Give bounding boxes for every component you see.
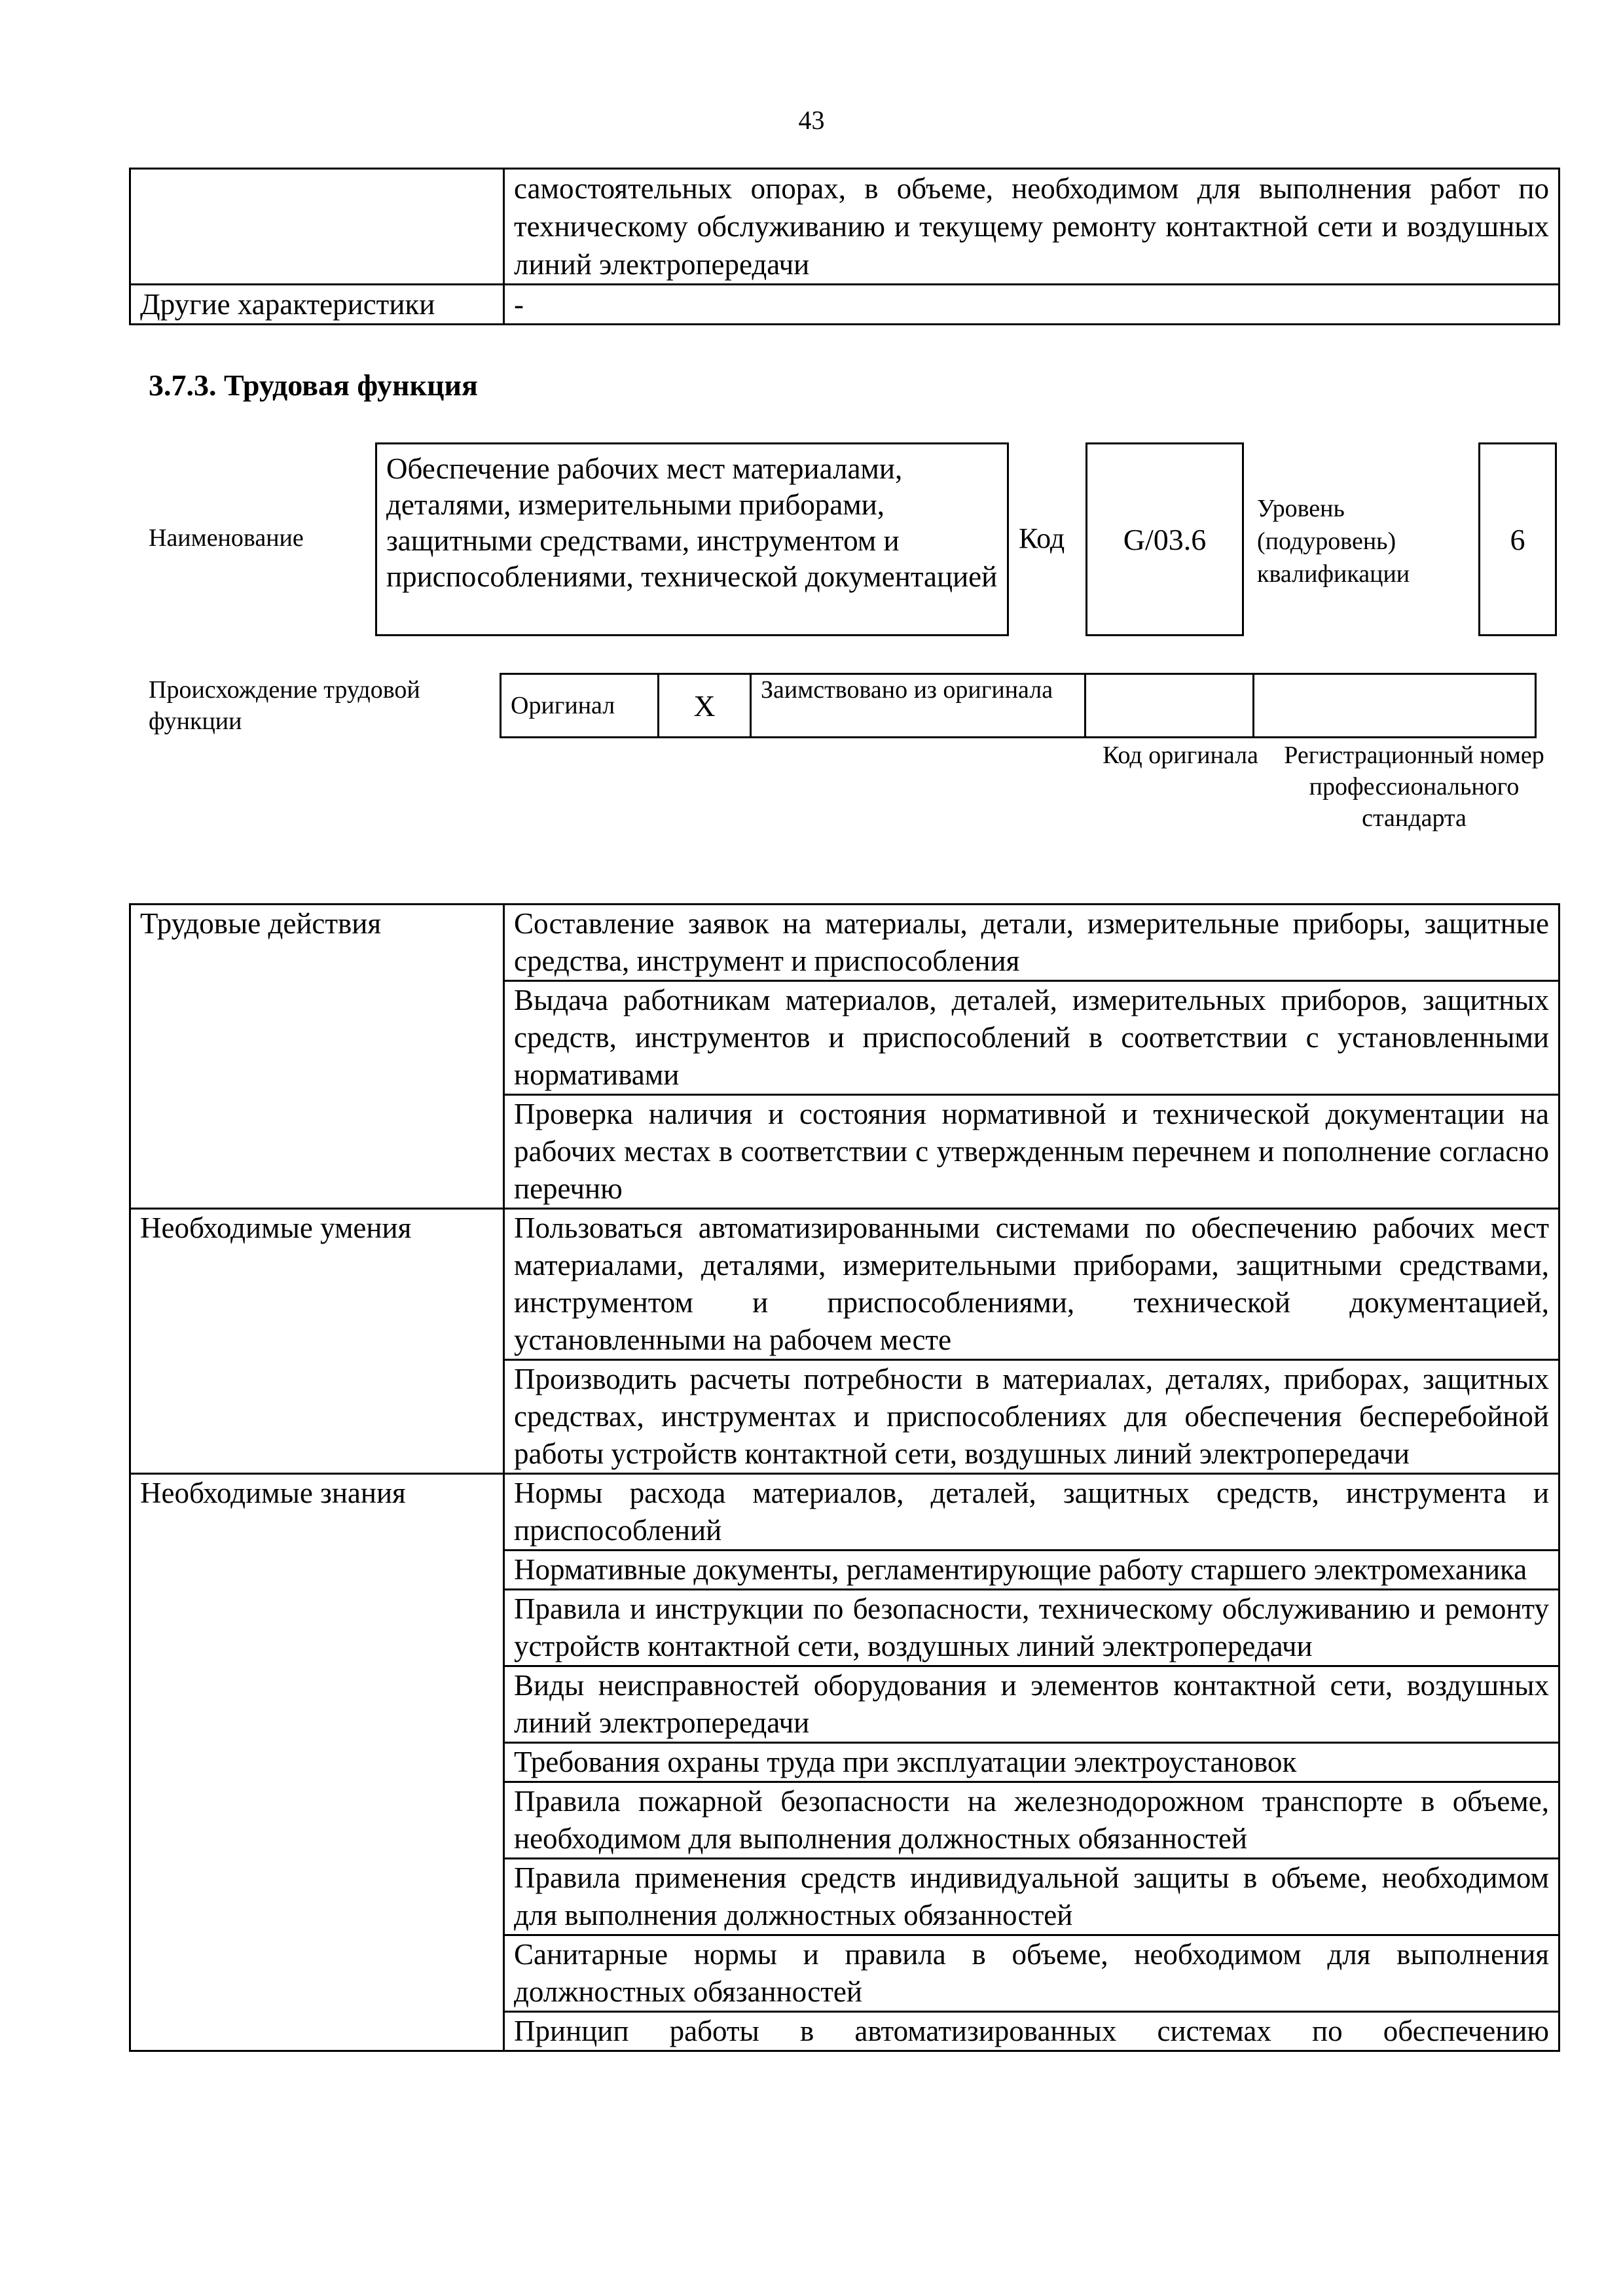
labour-function-table	[129, 903, 1560, 2052]
list-item: Проверка наличия и состояния нормативной и технической документации на рабочих местах в соответствии с утвержденным перечнем и пополнение согласно перечню	[504, 1095, 1559, 1209]
table-row	[130, 1209, 1559, 1360]
origin-table	[500, 673, 1537, 738]
name-label: Наименование	[149, 524, 304, 552]
function-name-box	[375, 442, 1009, 636]
list-item: Производить расчеты потребности в материалах, деталях, приборах, защитных средствах, инструментах и приспособлениях для обеспечения бесперебойной работы устройств контактной сети, воздушных линий электропередачи	[504, 1360, 1559, 1474]
other-characteristics-value: -	[504, 285, 1559, 325]
list-item: Правила пожарной безопасности на железнодорожном транспорте в объеме, необходимом для выполнения должностных обязанностей	[504, 1782, 1559, 1859]
list-item: Выдача работникам материалов, деталей, измерительных приборов, защитных средств, инструментов и приспособлений в соответствии с установленными нормативами	[504, 981, 1559, 1095]
table-row	[130, 285, 1559, 325]
borrowed-label: Заимствовано из оригинала	[751, 674, 1085, 738]
table-row	[130, 1474, 1559, 1551]
original-code-caption: Код оригинала	[1103, 742, 1258, 769]
original-mark: X	[659, 674, 751, 738]
list-item: Составление заявок на материалы, детали, измерительные приборы, защитные средства, инструмент и приспособления	[504, 905, 1559, 981]
list-item: Пользоваться автоматизированными системами по обеспечению рабочих мест материалами, деталями, измерительными приборами, защитными средствами, инструментом и приспособлениями, технической документацией, установленными на рабочем месте	[504, 1209, 1559, 1360]
table-row	[130, 905, 1559, 981]
table-row	[501, 674, 1536, 738]
qualification-level-label: Уровень (подуровень) квалификации	[1257, 495, 1410, 588]
list-item: Нормы расхода материалов, деталей, защитных средств, инструмента и приспособлений	[504, 1474, 1559, 1551]
list-item: Санитарные нормы и правила в объеме, необходимом для выполнения должностных обязанностей	[504, 1935, 1559, 2012]
page-number: 43	[798, 105, 825, 135]
section-label-skills: Необходимые умения	[130, 1209, 504, 1474]
list-item: Принцип работы в автоматизированных системах по обеспечению	[504, 2012, 1559, 2051]
function-name-value: Обеспечение рабочих мест материалами, деталями, измерительными приборами, защитными средствами, инструментом и приспособлениями, технической документацией	[386, 452, 998, 593]
section-heading: 3.7.3. Трудовая функция	[149, 368, 478, 402]
table-row	[130, 169, 1559, 285]
empty-label-cell	[130, 169, 504, 285]
continuation-text: самостоятельных опорах, в объеме, необходимом для выполнения работ по техническому обслуживанию и текущему ремонту контактной сети и воздушных линий электропередачи	[504, 169, 1559, 285]
qualification-level-box	[1478, 442, 1557, 636]
original-label: Оригинал	[501, 674, 659, 738]
function-code-value: G/03.6	[1123, 522, 1207, 556]
origin-label: Происхождение трудовой функции	[149, 676, 420, 735]
section-label-knowledge: Необходимые знания	[130, 1474, 504, 2051]
section-label-actions: Трудовые действия	[130, 905, 504, 1209]
registration-number-cell	[1254, 674, 1536, 738]
characteristics-table	[129, 168, 1560, 325]
code-label: Код	[1019, 522, 1065, 554]
other-characteristics-label: Другие характеристики	[130, 285, 504, 325]
list-item: Требования охраны труда при эксплуатации электроустановок	[504, 1743, 1559, 1782]
list-item: Нормативные документы, регламентирующие работу старшего электромеханика	[504, 1551, 1559, 1590]
list-item: Виды неисправностей оборудования и элементов контактной сети, воздушных линий электропередачи	[504, 1666, 1559, 1743]
original-code-cell	[1085, 674, 1254, 738]
function-code-box	[1085, 442, 1244, 636]
list-item: Правила применения средств индивидуальной защиты в объеме, необходимом для выполнения должностных обязанностей	[504, 1859, 1559, 1935]
qualification-level-value: 6	[1510, 522, 1525, 556]
list-item: Правила и инструкции по безопасности, техническому обслуживанию и ремонту устройств контактной сети, воздушных линий электропередачи	[504, 1590, 1559, 1666]
registration-number-caption: Регистрационный номер профессионального стандарта	[1284, 742, 1544, 832]
